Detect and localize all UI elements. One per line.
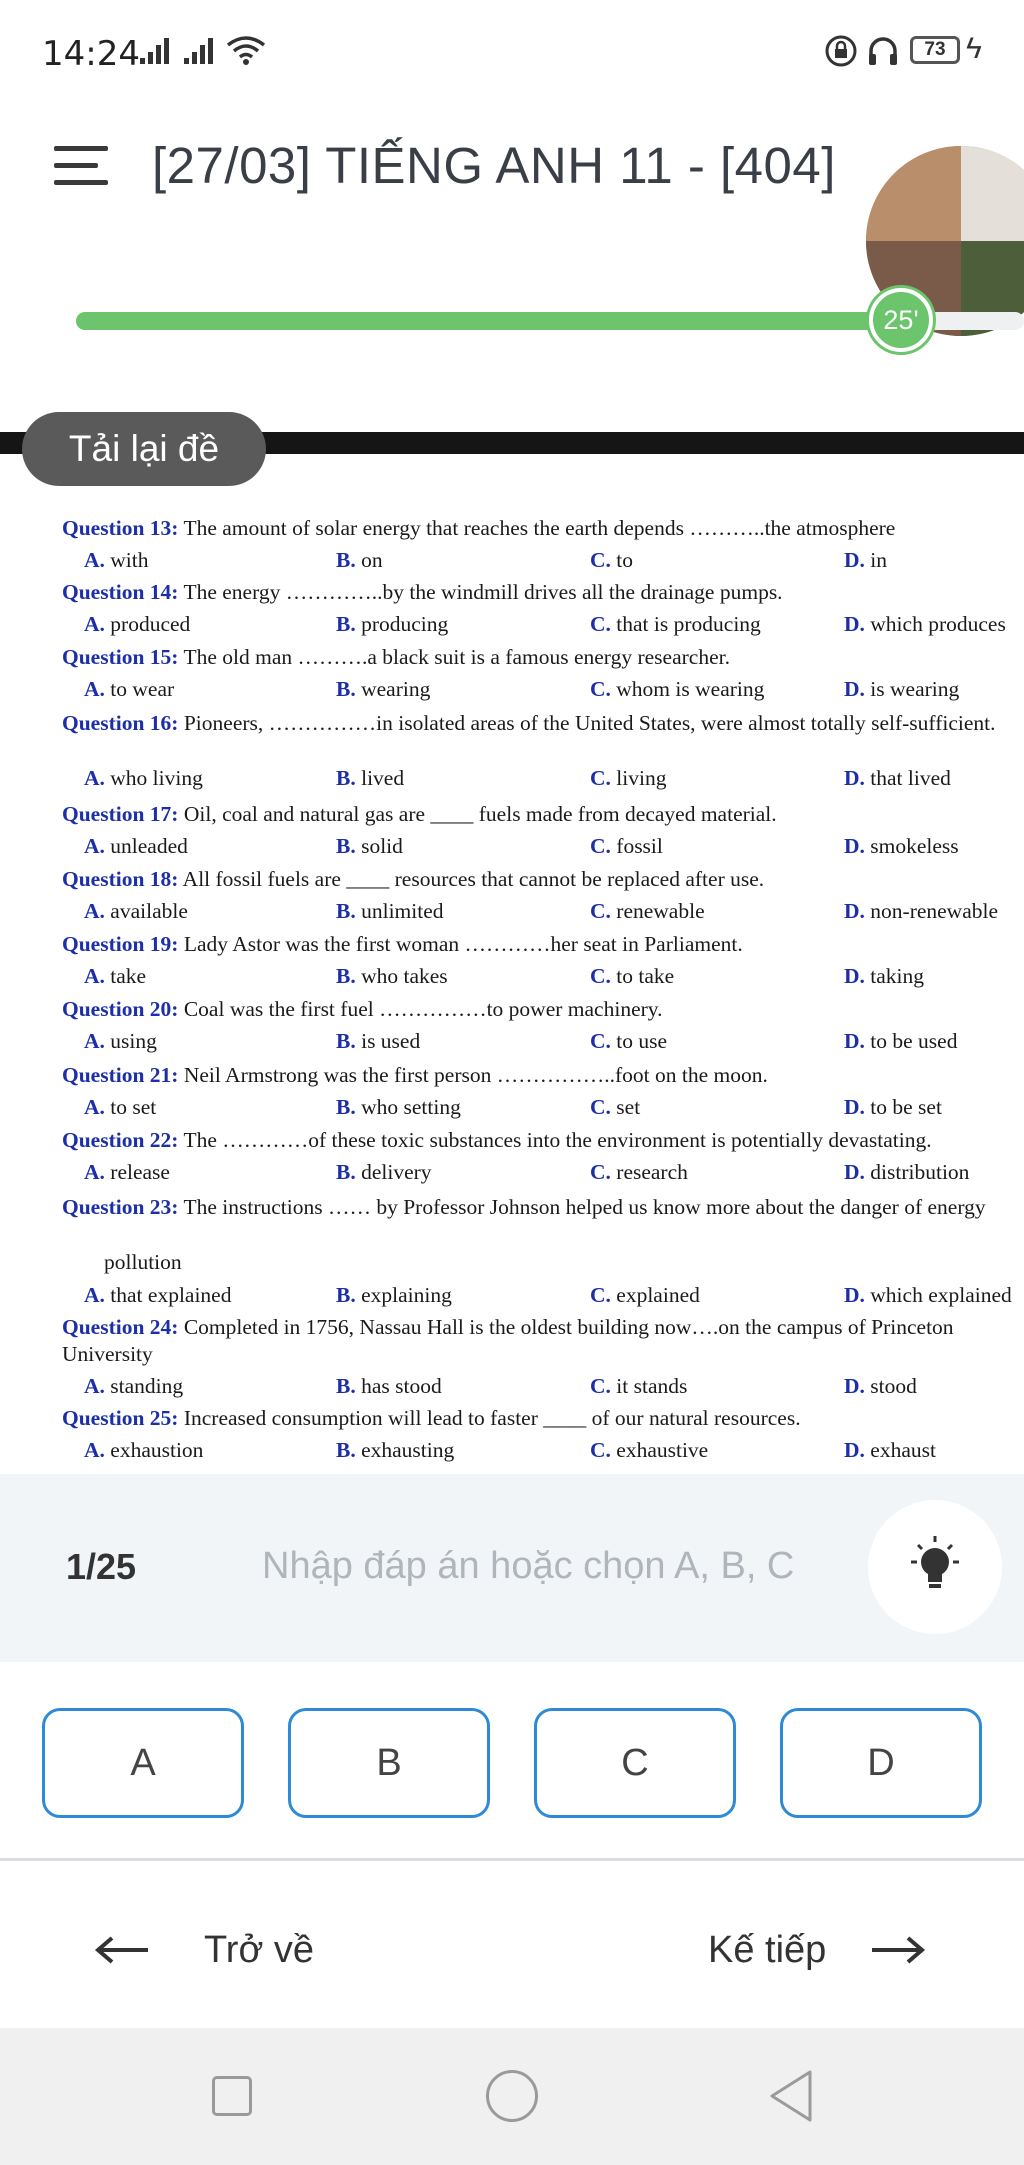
- question-option: [590, 1438, 708, 1463]
- question-option: [844, 1283, 1012, 1308]
- option-letter: C.: [590, 612, 611, 636]
- option-letter: C.: [590, 1283, 611, 1307]
- choice-d-button[interactable]: D: [780, 1708, 982, 1818]
- option-text: exhaustion: [110, 1438, 204, 1462]
- option-letter: D.: [844, 1438, 865, 1462]
- question-option: [844, 1374, 917, 1399]
- option-letter: C.: [590, 1160, 611, 1184]
- option-letter: B.: [336, 834, 356, 858]
- question-option: [590, 1029, 667, 1054]
- reload-exam-button[interactable]: Tải lại đề: [22, 412, 266, 486]
- option-letter: A.: [84, 899, 105, 923]
- question-label: Question 17:: [62, 802, 179, 826]
- option-text: taking: [870, 964, 925, 988]
- next-button[interactable]: [708, 1920, 926, 1980]
- question-option: [844, 1160, 969, 1185]
- home-icon[interactable]: [486, 2070, 538, 2122]
- question-text: [62, 1194, 1022, 1221]
- option-text: in: [870, 548, 888, 572]
- lightbulb-icon: [868, 1500, 1002, 1634]
- option-text: release: [110, 1160, 170, 1184]
- option-text: to: [616, 548, 634, 572]
- question-option: [844, 1029, 957, 1054]
- question-sheet: [0, 500, 1024, 1472]
- option-letter: A.: [84, 1283, 105, 1307]
- option-text: producing: [361, 612, 449, 636]
- option-letter: D.: [844, 1029, 865, 1053]
- question-body: Lady Astor was the first woman …………her seat in Parliament.: [183, 932, 743, 956]
- question-option: [84, 548, 149, 573]
- page-title: [27/03] TIẾNG ANH 11 - [404]: [152, 137, 836, 194]
- question-option: [590, 964, 674, 989]
- question-label: Question 25:: [62, 1406, 179, 1430]
- question-option: [590, 834, 663, 859]
- option-text: unlimited: [361, 899, 444, 923]
- option-letter: B.: [336, 1029, 356, 1053]
- option-letter: C.: [590, 834, 611, 858]
- option-text: to take: [616, 964, 675, 988]
- question-body: The energy …………..by the windmill drives all the drainage pumps.: [183, 580, 783, 604]
- question-label: Question 21:: [62, 1063, 179, 1087]
- question-option: [844, 548, 887, 573]
- question-option: [84, 1095, 156, 1120]
- question-option: [336, 612, 448, 637]
- question-label: Question 19:: [62, 932, 179, 956]
- question-text: [62, 710, 1022, 737]
- question-label: Question 15:: [62, 645, 179, 669]
- signal-icon: [140, 36, 169, 64]
- option-letter: D.: [844, 677, 865, 701]
- question-text: [62, 997, 663, 1022]
- option-text: smokeless: [870, 834, 959, 858]
- question-label: Question 14:: [62, 580, 179, 604]
- question-text: [62, 1128, 932, 1153]
- question-option: [590, 612, 761, 637]
- option-text: fossil: [616, 834, 663, 858]
- option-text: take: [110, 964, 147, 988]
- option-letter: D.: [844, 899, 865, 923]
- question-option: [336, 548, 383, 573]
- question-text: [62, 516, 895, 541]
- question-body: Completed in 1756, Nassau Hall is the oldest building now….on the campus of Princeton University: [62, 1315, 954, 1366]
- option-letter: A.: [84, 1095, 105, 1119]
- option-letter: C.: [590, 766, 611, 790]
- option-text: which produces: [870, 612, 1006, 636]
- next-label: Kế tiếp: [708, 1928, 827, 1971]
- option-letter: B.: [336, 612, 356, 636]
- option-letter: D.: [844, 1283, 865, 1307]
- option-letter: B.: [336, 899, 356, 923]
- question-option: [84, 899, 188, 924]
- question-option: [84, 766, 203, 791]
- option-letter: D.: [844, 834, 865, 858]
- option-text: is used: [361, 1029, 421, 1053]
- option-text: to be set: [870, 1095, 942, 1119]
- option-text: exhaustive: [616, 1438, 709, 1462]
- question-text: [62, 1314, 1022, 1368]
- back-button[interactable]: [94, 1920, 314, 1980]
- timer-badge: 25': [869, 288, 933, 352]
- option-letter: D.: [844, 1095, 865, 1119]
- option-letter: A.: [84, 1438, 105, 1462]
- option-text: living: [616, 766, 667, 790]
- option-text: set: [616, 1095, 641, 1119]
- option-letter: C.: [590, 964, 611, 988]
- option-letter: B.: [336, 1095, 356, 1119]
- question-option: [590, 1374, 687, 1399]
- question-body-continued: pollution: [104, 1250, 182, 1274]
- choice-a-button[interactable]: A: [42, 1708, 244, 1818]
- option-text: exhausting: [361, 1438, 455, 1462]
- question-body: The old man ……….a black suit is a famous energy researcher.: [183, 645, 730, 669]
- option-text: delivery: [361, 1160, 432, 1184]
- option-text: solid: [361, 834, 403, 858]
- option-letter: B.: [336, 548, 356, 572]
- option-text: to use: [616, 1029, 668, 1053]
- option-text: that is producing: [616, 612, 761, 636]
- question-text: [62, 1063, 768, 1088]
- option-letter: A.: [84, 677, 105, 701]
- option-letter: D.: [844, 964, 865, 988]
- question-option: [336, 677, 430, 702]
- question-text: [62, 867, 764, 892]
- option-text: wearing: [361, 677, 431, 701]
- question-option: [844, 1095, 942, 1120]
- option-text: with: [110, 548, 149, 572]
- option-letter: D.: [844, 612, 865, 636]
- question-option: [590, 1160, 688, 1185]
- menu-icon[interactable]: [54, 146, 110, 186]
- question-option: [84, 834, 188, 859]
- question-option: [336, 766, 404, 791]
- question-label: Question 18:: [62, 867, 179, 891]
- question-option: [844, 964, 924, 989]
- question-text: [62, 932, 743, 957]
- option-text: which explained: [870, 1283, 1012, 1307]
- option-letter: B.: [336, 1438, 356, 1462]
- question-body: The instructions …… by Professor Johnson helped us know more about the danger of energy: [183, 1195, 986, 1219]
- option-text: that lived: [870, 766, 951, 790]
- option-letter: C.: [590, 677, 611, 701]
- option-letter: C.: [590, 1095, 611, 1119]
- hint-button[interactable]: [868, 1500, 1002, 1634]
- back-label: Trở về: [204, 1928, 315, 1971]
- option-text: distribution: [870, 1160, 970, 1184]
- choice-c-button[interactable]: C: [534, 1708, 736, 1818]
- option-letter: A.: [84, 834, 105, 858]
- option-text: unleaded: [110, 834, 188, 858]
- question-option: [590, 1283, 700, 1308]
- question-label: Question 22:: [62, 1128, 179, 1152]
- option-text: to set: [110, 1095, 157, 1119]
- option-letter: C.: [590, 1029, 611, 1053]
- question-option: [590, 677, 764, 702]
- question-option: [844, 1438, 936, 1463]
- option-text: research: [616, 1160, 688, 1184]
- option-letter: B.: [336, 1283, 356, 1307]
- option-letter: D.: [844, 548, 865, 572]
- option-text: who living: [110, 766, 203, 790]
- option-letter: B.: [336, 1374, 356, 1398]
- question-option: [336, 1283, 452, 1308]
- question-counter: 1/25: [66, 1546, 137, 1587]
- option-text: to be used: [870, 1029, 958, 1053]
- question-option: [84, 964, 146, 989]
- option-text: non-renewable: [870, 899, 999, 923]
- option-text: stood: [870, 1374, 917, 1398]
- question-option: [84, 1438, 203, 1463]
- option-text: to wear: [110, 677, 175, 701]
- option-letter: B.: [336, 1160, 356, 1184]
- option-text: who takes: [361, 964, 448, 988]
- arrow-left-icon: [94, 1935, 150, 1965]
- option-text: explained: [616, 1283, 700, 1307]
- question-body: Increased consumption will lead to faster ____ of our natural resources.: [183, 1406, 801, 1430]
- option-letter: A.: [84, 964, 105, 988]
- option-text: who setting: [361, 1095, 461, 1119]
- option-letter: A.: [84, 612, 105, 636]
- question-label: Question 16:: [62, 711, 179, 735]
- question-option: [336, 1029, 420, 1054]
- option-letter: B.: [336, 964, 356, 988]
- question-body: The amount of solar energy that reaches the earth depends ………..the atmosphere: [183, 516, 896, 540]
- question-option: [336, 834, 403, 859]
- option-letter: A.: [84, 1374, 105, 1398]
- question-text: [62, 645, 730, 670]
- question-text: [62, 802, 777, 827]
- option-letter: B.: [336, 677, 356, 701]
- option-letter: C.: [590, 1374, 611, 1398]
- option-text: whom is wearing: [616, 677, 765, 701]
- question-option: [844, 834, 959, 859]
- question-body: The …………of these toxic substances into the environment is potentially devastating.: [183, 1128, 932, 1152]
- arrow-right-icon: [870, 1935, 926, 1965]
- question-option: [844, 612, 1006, 637]
- question-option: [336, 1374, 442, 1399]
- question-option: [844, 766, 951, 791]
- option-text: produced: [110, 612, 191, 636]
- option-letter: C.: [590, 1438, 611, 1462]
- lock-rotation-icon: [824, 34, 858, 68]
- option-letter: D.: [844, 766, 865, 790]
- option-text: it stands: [616, 1374, 688, 1398]
- question-option: [84, 1374, 183, 1399]
- option-letter: D.: [844, 1374, 865, 1398]
- question-body: Oil, coal and natural gas are ____ fuels made from decayed material.: [183, 802, 777, 826]
- timer-progress-fill: [76, 312, 901, 330]
- answer-input[interactable]: [262, 1536, 822, 1596]
- question-label: Question 13:: [62, 516, 179, 540]
- question-option: [84, 677, 174, 702]
- option-text: explaining: [361, 1283, 452, 1307]
- status-time: 14:24: [42, 34, 140, 74]
- question-label: Question 23:: [62, 1195, 179, 1219]
- option-text: lived: [361, 766, 405, 790]
- question-body: All fossil fuels are ____ resources that cannot be replaced after use.: [182, 867, 765, 891]
- question-option: [84, 1029, 157, 1054]
- option-text: using: [110, 1029, 157, 1053]
- option-letter: B.: [336, 766, 356, 790]
- question-option: [84, 1283, 231, 1308]
- option-letter: C.: [590, 548, 611, 572]
- option-letter: A.: [84, 1029, 105, 1053]
- question-text: [62, 580, 783, 605]
- question-option: [336, 899, 444, 924]
- option-text: standing: [110, 1374, 184, 1398]
- option-letter: A.: [84, 1160, 105, 1184]
- option-text: is wearing: [870, 677, 960, 701]
- option-letter: A.: [84, 766, 105, 790]
- option-text: available: [110, 899, 188, 923]
- question-option: [84, 612, 190, 637]
- divider: [0, 1858, 1024, 1861]
- choice-b-button[interactable]: B: [288, 1708, 490, 1818]
- option-text: has stood: [361, 1374, 442, 1398]
- recent-apps-icon[interactable]: [212, 2076, 252, 2116]
- signal-icon: [184, 36, 213, 64]
- question-option: [336, 1160, 432, 1185]
- question-body: Pioneers, ……………in isolated areas of the United States, were almost totally self-sufficient.: [183, 711, 996, 735]
- option-text: on: [361, 548, 383, 572]
- question-option: [844, 899, 998, 924]
- option-text: that explained: [110, 1283, 232, 1307]
- option-letter: D.: [844, 1160, 865, 1184]
- question-option: [590, 899, 705, 924]
- option-letter: A.: [84, 548, 105, 572]
- status-bar: [0, 0, 1024, 105]
- option-text: renewable: [616, 899, 705, 923]
- question-option: [84, 1160, 170, 1185]
- option-letter: C.: [590, 899, 611, 923]
- question-option: [844, 677, 959, 702]
- question-option: [590, 1095, 640, 1120]
- question-body: Neil Armstrong was the first person ……………..foot on the moon.: [183, 1063, 768, 1087]
- question-label: Question 20:: [62, 997, 179, 1021]
- question-body: Coal was the first fuel ……………to power machinery.: [183, 997, 663, 1021]
- charging-icon: ϟ: [966, 32, 982, 65]
- battery-icon: 73: [910, 36, 960, 64]
- question-label: Question 24:: [62, 1315, 179, 1339]
- question-option: [336, 1095, 461, 1120]
- question-text: [62, 1406, 801, 1431]
- headphones-icon: [866, 34, 900, 68]
- question-option: [590, 548, 633, 573]
- question-option: [336, 964, 448, 989]
- wifi-icon: [226, 34, 266, 66]
- question-option: [590, 766, 666, 791]
- option-text: exhaust: [870, 1438, 936, 1462]
- system-back-icon[interactable]: [766, 2068, 816, 2124]
- question-option: [336, 1438, 454, 1463]
